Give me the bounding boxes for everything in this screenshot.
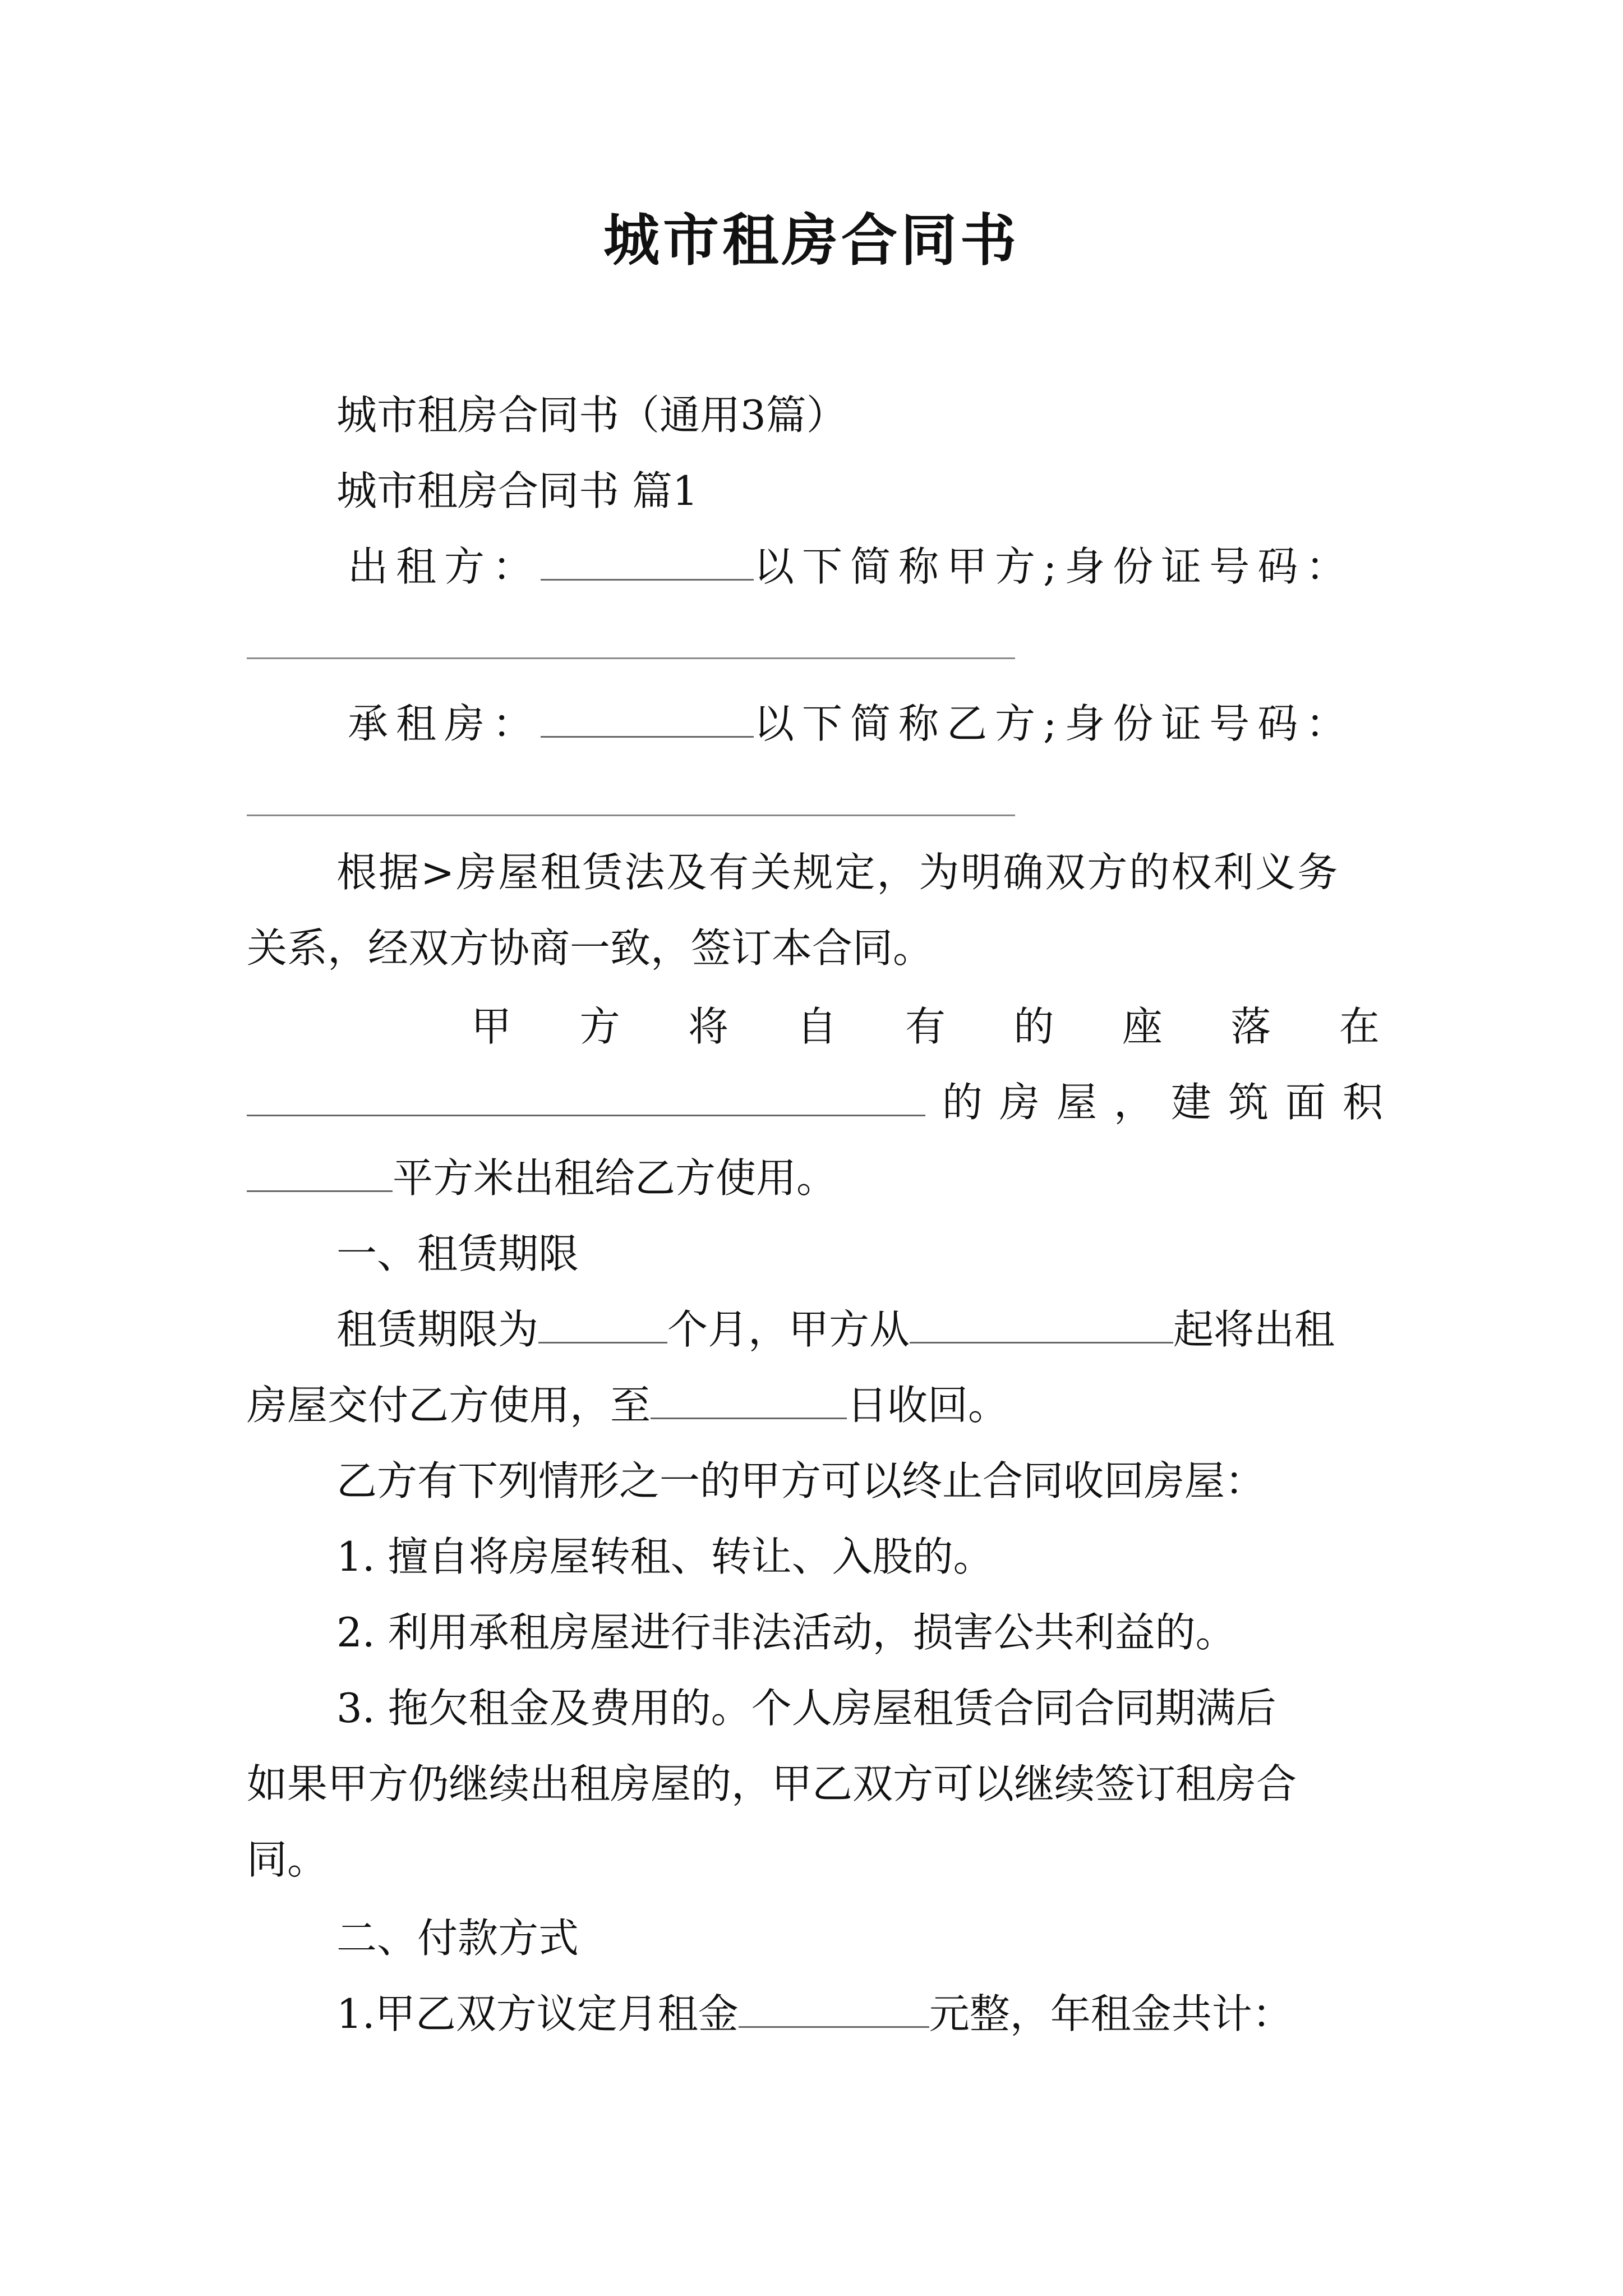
document-title: 城市租房合同书 (603, 207, 1020, 273)
payment-line (336, 1986, 1293, 2042)
location-char: 将 (688, 1003, 728, 1050)
term-mid: 个月，甲方从 (667, 1306, 910, 1353)
lessor-suffix: 以下简称甲方;身份证号码： (754, 543, 1354, 590)
term-suffix: 起将出租 (1173, 1306, 1335, 1353)
lessee-suffix: 以下简称乙方;身份证号码： (754, 700, 1354, 747)
basis-line-2: 关系，经双方协商一致，签订本合同。 (247, 924, 934, 972)
location-char: 方 (579, 1003, 620, 1050)
terminate-intro: 乙方有下列情形之一的甲方可以终止合同收回房屋： (336, 1457, 1266, 1504)
lessor-line (348, 539, 1354, 595)
term-line-2 (247, 1377, 1008, 1433)
lessor-label: 出租方： (348, 543, 541, 590)
term-line-2-prefix: 房屋交付乙方使用，至 (247, 1382, 651, 1429)
monthly-rent-blank (739, 1993, 929, 2028)
subtitle: 城市租房合同书（通用3篇） (336, 392, 847, 439)
area-line (247, 1150, 837, 1206)
lessee-label: 承租房： (348, 700, 541, 747)
lessee-name-blank (541, 702, 754, 738)
basis-line-1: 根据>房屋租赁法及有关规定，为明确双方的权利义务 (336, 849, 1340, 896)
section-2-heading: 二、付款方式 (336, 1915, 579, 1962)
payment-prefix: 1.甲乙双方议定月租金 (336, 1990, 739, 2037)
house-line (247, 1074, 1400, 1130)
house-address-blank (247, 1081, 925, 1116)
terminate-item-2: 2. 利用承租房屋进行非法活动，损害公共利益的。 (336, 1609, 1236, 1656)
terminate-item-1: 1. 擅自将房屋转租、转让、入股的。 (336, 1533, 994, 1580)
term-line-1 (336, 1301, 1335, 1358)
location-char: 自 (796, 1003, 837, 1050)
terminate-item-3-line-3: 同。 (247, 1836, 328, 1883)
term-prefix: 租赁期限为 (336, 1306, 539, 1353)
location-char: 座 (1122, 1003, 1163, 1050)
lessor-id-blank (247, 657, 1015, 659)
terminate-item-3-line-2: 如果甲方仍继续出租房屋的，甲乙双方可以继续签订租房合 (247, 1760, 1297, 1807)
location-char: 在 (1339, 1003, 1380, 1050)
terminate-item-3-line-1: 3. 拖欠租金及费用的。个人房屋租赁合同合同期满后 (336, 1685, 1276, 1732)
lessee-line (348, 696, 1354, 752)
location-char: 有 (905, 1003, 946, 1050)
term-months-blank (538, 1308, 667, 1343)
location-line (471, 999, 1380, 1055)
lessee-id-blank (247, 815, 1015, 816)
area-blank (247, 1157, 393, 1192)
section-1-heading: 一、租赁期限 (336, 1230, 579, 1277)
house-text: 的房屋，建筑面积 (942, 1079, 1400, 1126)
location-char: 落 (1230, 1003, 1271, 1050)
payment-suffix: 元整，年租金共计： (929, 1990, 1293, 2037)
part-heading: 城市租房合同书 篇1 (336, 467, 698, 514)
location-char: 的 (1013, 1003, 1054, 1050)
term-line-2-suffix: 日收回。 (847, 1382, 1009, 1429)
area-text: 平方米出租给乙方使用。 (393, 1154, 837, 1202)
term-end-blank (651, 1384, 847, 1419)
location-char: 甲 (471, 1003, 512, 1050)
term-start-blank (910, 1308, 1173, 1343)
lessor-name-blank (541, 545, 754, 581)
